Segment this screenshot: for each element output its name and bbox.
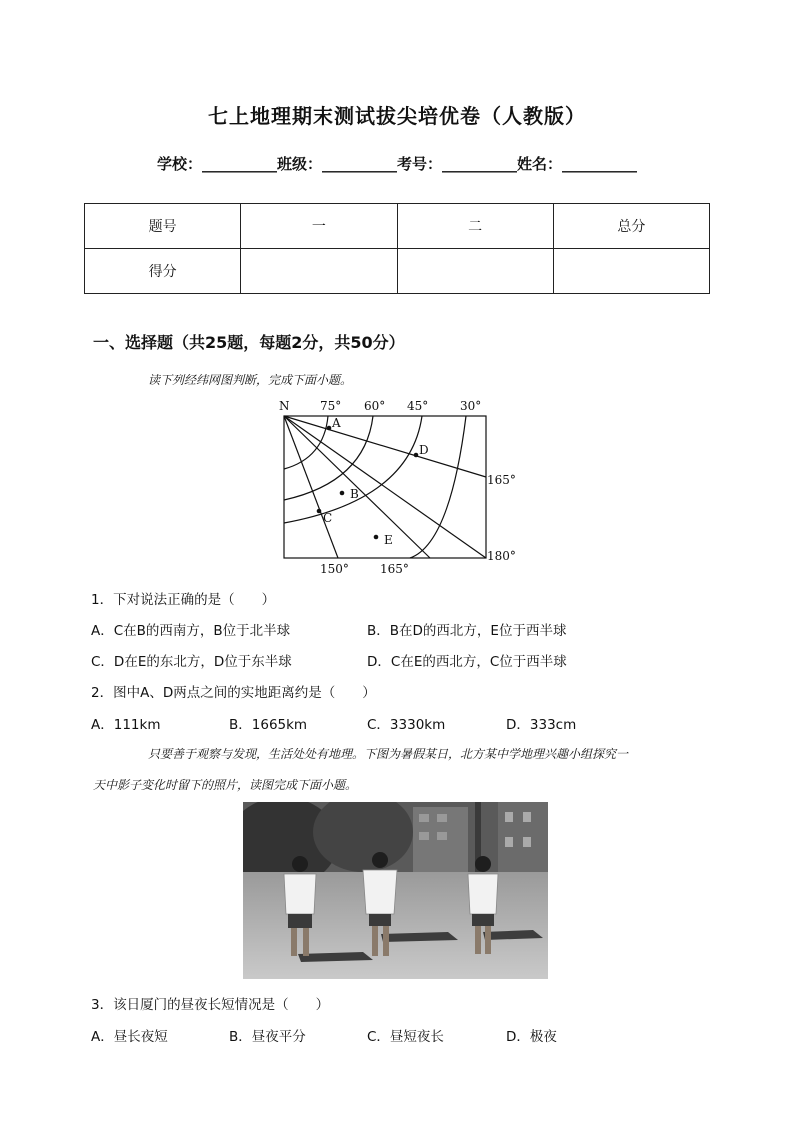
option-a: A．C在B的西南方，B位于北半球 (91, 623, 291, 639)
option-c: C．D在E的东北方，D位于东半球 (91, 654, 292, 670)
point-d (414, 453, 419, 458)
question-number: 3． (91, 997, 114, 1013)
score-input-cell (241, 249, 397, 294)
score-input-cell (553, 249, 709, 294)
point-label-a: A (332, 416, 341, 430)
longitude-label: 180° (487, 549, 516, 563)
point-label-c: C (323, 511, 333, 525)
question-1 (91, 588, 275, 608)
longitude-label: 30° (460, 399, 482, 413)
question-number: 2． (91, 685, 114, 701)
pole-label: N (279, 399, 290, 413)
question-stem: 下对说法正确的是（ ） (113, 592, 276, 608)
point-b (340, 491, 345, 496)
point-label-e: E (384, 533, 393, 547)
option-c: C．昼短夜长 (367, 1029, 444, 1045)
student-info-line: 学校：__________班级：__________考号：__________姓名：__________ (156, 155, 637, 173)
longitude-label: 45° (407, 399, 429, 413)
option-b: B．1665km (229, 717, 308, 733)
question-2 (91, 681, 376, 701)
question-3 (91, 993, 329, 1013)
section-heading: 一、选择题（共25题，每题2分，共50分） (93, 333, 405, 352)
option-b: B．昼夜平分 (229, 1029, 306, 1045)
score-table (84, 203, 710, 294)
point-e (374, 535, 379, 540)
option-d: D．333cm (506, 717, 577, 733)
intro-text: 只要善于观察与发现，生活处处有地理。下图为暑假某日，北方某中学地理兴趣小组探究一 (148, 747, 629, 761)
option-d: D．极夜 (506, 1029, 557, 1045)
intro-text: 天中影子变化时留下的照片，读图完成下面小题。 (93, 778, 358, 792)
table-cell: 题号 (85, 204, 241, 249)
meridian-line (284, 416, 486, 477)
latitude-arc (410, 416, 466, 558)
point-label-b: B (350, 487, 359, 501)
latitude-longitude-map (270, 396, 530, 581)
question-stem: 该日厦门的昼夜长短情况是（ ） (113, 997, 330, 1013)
table-cell: 一 (241, 204, 397, 249)
question-number: 1． (91, 592, 114, 608)
score-table-score-row (85, 249, 710, 294)
page-title: 七上地理期末测试拔尖培优卷（人教版） (208, 104, 586, 128)
longitude-label: 60° (364, 399, 386, 413)
longitude-label: 165° (380, 562, 409, 576)
option-c: C．3330km (367, 717, 446, 733)
longitude-label: 165° (487, 473, 516, 487)
point-a (327, 426, 332, 431)
question-stem: 图中A、D两点之间的实地距离约是（ ） (113, 685, 376, 701)
longitude-label: 150° (320, 562, 349, 576)
point-c (317, 509, 322, 514)
longitude-label: 75° (320, 399, 342, 413)
table-cell: 总分 (553, 204, 709, 249)
option-d: D．C在E的西北方，C位于西半球 (367, 654, 567, 670)
option-a: A．昼长夜短 (91, 1029, 168, 1045)
shadow-photo (243, 802, 548, 979)
intro-text: 读下列经纬网图判断，完成下面小题。 (148, 373, 353, 387)
score-input-cell (397, 249, 553, 294)
meridian-line (284, 416, 338, 558)
point-label-d: D (419, 443, 429, 457)
option-b: B．B在D的西北方，E位于西半球 (367, 623, 567, 639)
score-table-header-row (85, 204, 710, 249)
table-cell: 得分 (85, 249, 241, 294)
option-a: A．111km (91, 717, 161, 733)
table-cell: 二 (397, 204, 553, 249)
